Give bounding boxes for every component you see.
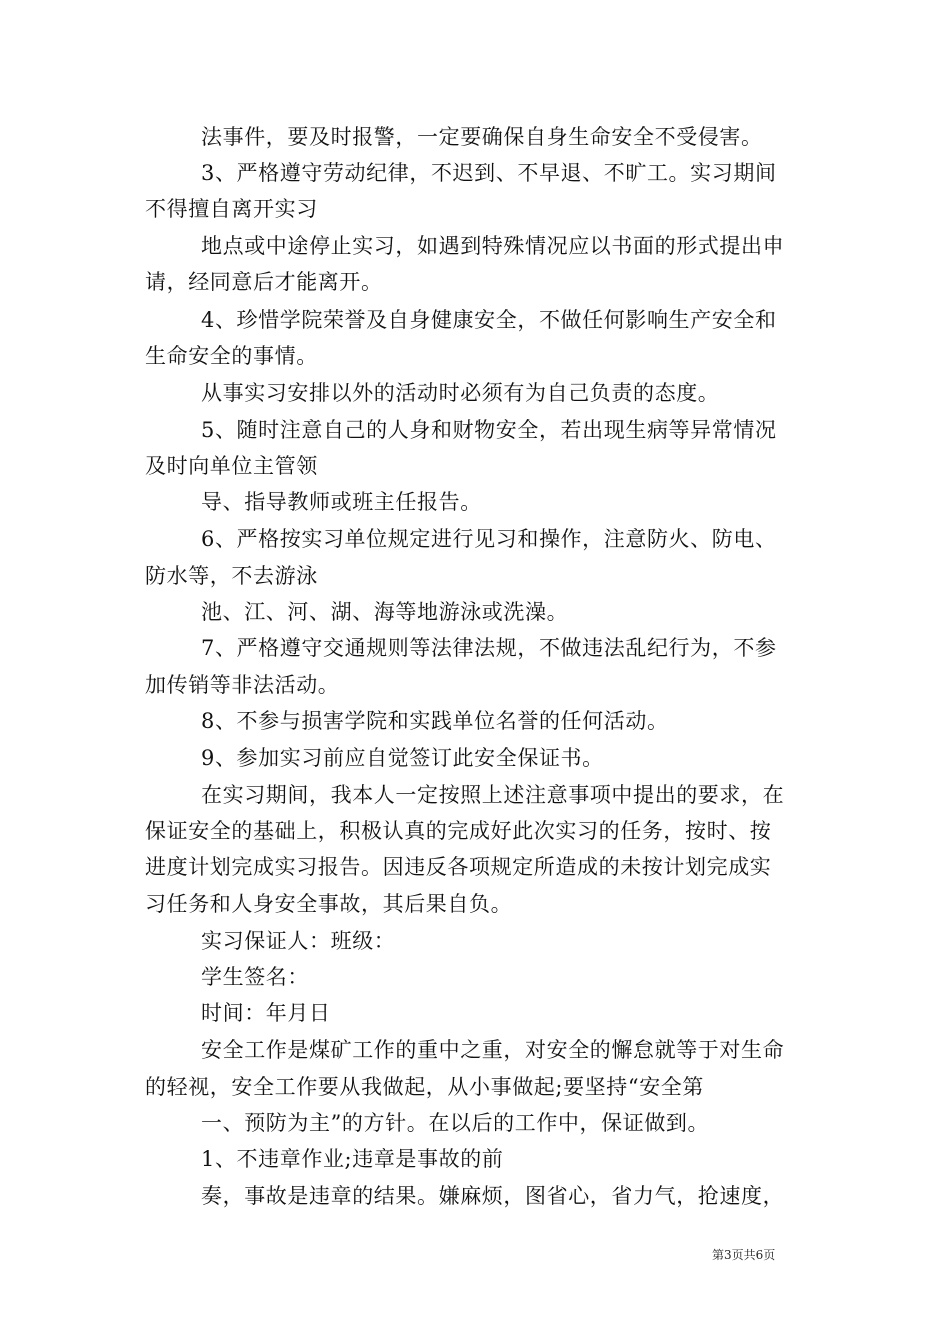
text-line: 不得擅自离开实习 [145, 197, 318, 221]
text-line: 5、随时注意自己的人身和财物安全，若出现生病等异常情况 [201, 418, 777, 442]
text-line: 从事实习安排以外的活动时必须有为自己负责的态度。 [201, 381, 720, 405]
text-line: 池、江、河、湖、海等地游泳或洗澡。 [201, 600, 569, 624]
text-line: 保证安全的基础上，积极认真的完成好此次实习的任务，按时、按 [145, 819, 772, 843]
text-line: 及时向单位主管领 [145, 454, 318, 478]
text-line: 6、严格按实习单位规定进行见习和操作，注意防火、防电、 [201, 527, 777, 551]
text-line: 的轻视，安全工作要从我做起，从小事做起;要坚持“安全第 [145, 1075, 705, 1099]
text-line: 进度计划完成实习报告。因违反各项规定所造成的未按计划完成实 [145, 855, 772, 879]
text-line: 一、预防为主”的方针。在以后的工作中，保证做到。 [201, 1111, 710, 1135]
text-line: 7、严格遵守交通规则等法律法规，不做违法乱纪行为，不参 [201, 636, 777, 660]
text-line: 学生签名： [201, 965, 309, 989]
text-line: 地点或中途停止实习，如遇到特殊情况应以书面的形式提出申 [201, 234, 785, 258]
text-line: 导、指导教师或班主任报告。 [201, 490, 482, 514]
text-line: 4、珍惜学院荣誉及自身健康安全，不做任何影响生产安全和 [201, 308, 777, 332]
text-line: 习任务和人身安全事故，其后果自负。 [145, 892, 513, 916]
text-line: 法事件，要及时报警，一定要确保自身生命安全不受侵害。 [201, 125, 763, 149]
text-line: 9、参加实习前应自觉签订此安全保证书。 [201, 746, 604, 770]
text-line: 加传销等非法活动。 [145, 673, 340, 697]
text-line: 1、不违章作业;违章是事故的前 [201, 1147, 504, 1171]
text-line: 请，经同意后才能离开。 [145, 270, 383, 294]
page-number: 第3页共6页 [712, 1248, 776, 1262]
text-line: 8、不参与损害学院和实践单位名誉的任何活动。 [201, 709, 669, 733]
text-line: 奏，事故是违章的结果。嫌麻烦，图省心，省力气，抢速度， [201, 1184, 785, 1208]
text-line: 时间：年月日 [201, 1001, 331, 1025]
text-line: 安全工作是煤矿工作的重中之重，对安全的懈怠就等于对生命 [201, 1038, 785, 1062]
text-line: 3、严格遵守劳动纪律，不迟到、不早退、不旷工。实习期间 [201, 161, 777, 185]
text-line: 生命安全的事情。 [145, 344, 318, 368]
text-line: 防水等，不去游泳 [145, 564, 318, 588]
text-line: 在实习期间，我本人一定按照上述注意事项中提出的要求，在 [201, 783, 785, 807]
text-line: 实习保证人：班级： [201, 929, 396, 953]
